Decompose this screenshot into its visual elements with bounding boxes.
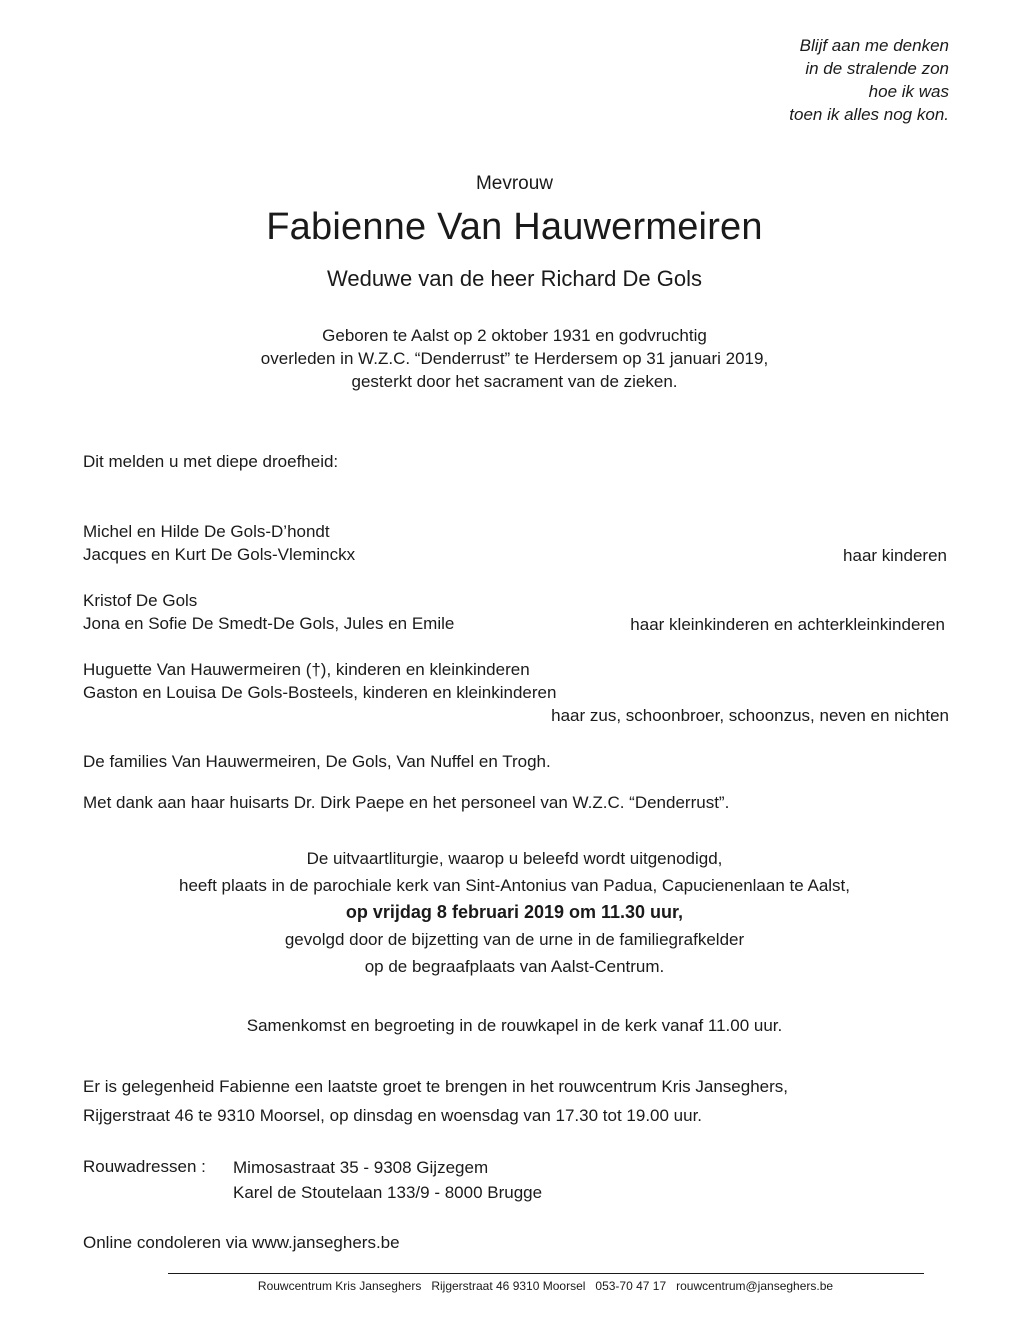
address-line: Karel de Stoutelaan 133/9 - 8000 Brugge	[233, 1183, 543, 1202]
address-line: Mimosastraat 35 - 9308 Gijzegem	[233, 1158, 489, 1177]
salutation: Mevrouw	[475, 173, 554, 194]
poem-line: toen ik alles nog kon.	[789, 105, 949, 124]
thanks-text: Met dank aan haar huisarts Dr. Dirk Paepe en het personeel van W.Z.C. “Denderrust”.	[83, 793, 730, 812]
funeral-date: op vrijdag 8 februari 2019 om 11.30 uur,	[345, 902, 684, 922]
widow-of: Weduwe van de heer Richard De Gols	[326, 266, 702, 291]
poem-line: hoe ik was	[868, 82, 949, 101]
footer-divider	[168, 1273, 924, 1274]
visitation-line: Er is gelegenheid Fabienne een laatste groet te brengen in het rouwcentrum Kris Janseghers,	[83, 1077, 788, 1096]
child-line: Jacques en Kurt De Gols-Vleminckx	[83, 545, 356, 564]
funeral-line: heeft plaats in de parochiale kerk van Sint-Antonius van Padua, Capucienenlaan te Aalst,	[179, 876, 850, 895]
families-text: De families Van Hauwermeiren, De Gols, Van Nuffel en Trogh.	[83, 752, 551, 771]
funeral-info	[0, 845, 1029, 980]
funeral-line: op de begraafplaats van Aalst-Centrum.	[364, 957, 665, 976]
gathering-text: Samenkomst en begroeting in de rouwkapel in de kerk vanaf 11.00 uur.	[246, 1016, 783, 1035]
poem-line: Blijf aan me denken	[799, 36, 949, 55]
funeral-line: gevolgd door de bijzetting van de urne in de familiegrafkelder	[284, 930, 745, 949]
grandchildren-relation: haar kleinkinderen en achterkleinkinderen	[630, 615, 945, 634]
footer-contact: Rouwcentrum Kris Janseghers Rijgerstraat 46 9310 Moorsel 053-70 47 17 rouwcentrum@janseghers.be	[257, 1279, 834, 1293]
visitation-line: Rijgerstraat 46 te 9310 Moorsel, op dinsdag en woensdag van 17.30 tot 19.00 uur.	[83, 1106, 703, 1125]
siblings-relation: haar zus, schoonbroer, schoonzus, neven en nichten	[551, 706, 949, 725]
online-condolence: Online condoleren via www.janseghers.be	[83, 1233, 400, 1252]
children-relation: haar kinderen	[843, 546, 947, 565]
poem-line: in de stralende zon	[805, 59, 949, 78]
addresses-label: Rouwadressen :	[83, 1157, 206, 1176]
child-line: Michel en Hilde De Gols-D’hondt	[83, 522, 330, 541]
sibling-line: Gaston en Louisa De Gols-Bosteels, kinderen en kleinkinderen	[83, 683, 557, 702]
grandchild-line: Jona en Sofie De Smedt-De Gols, Jules en Emile	[83, 614, 455, 633]
birth-death-info	[0, 324, 1029, 393]
siblings-names	[83, 658, 556, 704]
birth-line: Geboren te Aalst op 2 oktober 1931 en godvruchtig	[322, 326, 707, 345]
poem	[789, 34, 949, 126]
children-names	[83, 520, 355, 566]
deceased-name: Fabienne Van Hauwermeiren	[266, 206, 763, 248]
sibling-line: Huguette Van Hauwermeiren (†), kinderen en kleinkinderen	[83, 660, 530, 679]
grandchild-line: Kristof De Gols	[83, 591, 198, 610]
grandchildren-names	[83, 589, 454, 635]
death-line: overleden in W.Z.C. “Denderrust” te Herdersem op 31 januari 2019,	[260, 349, 769, 368]
sacrament-line: gesterkt door het sacrament van de zieken.	[351, 372, 678, 391]
visitation-info	[83, 1072, 788, 1130]
intro-text: Dit melden u met diepe droefheid:	[83, 452, 339, 471]
funeral-line: De uitvaartliturgie, waarop u beleefd wordt uitgenodigd,	[306, 849, 723, 868]
addresses-list	[233, 1155, 542, 1205]
